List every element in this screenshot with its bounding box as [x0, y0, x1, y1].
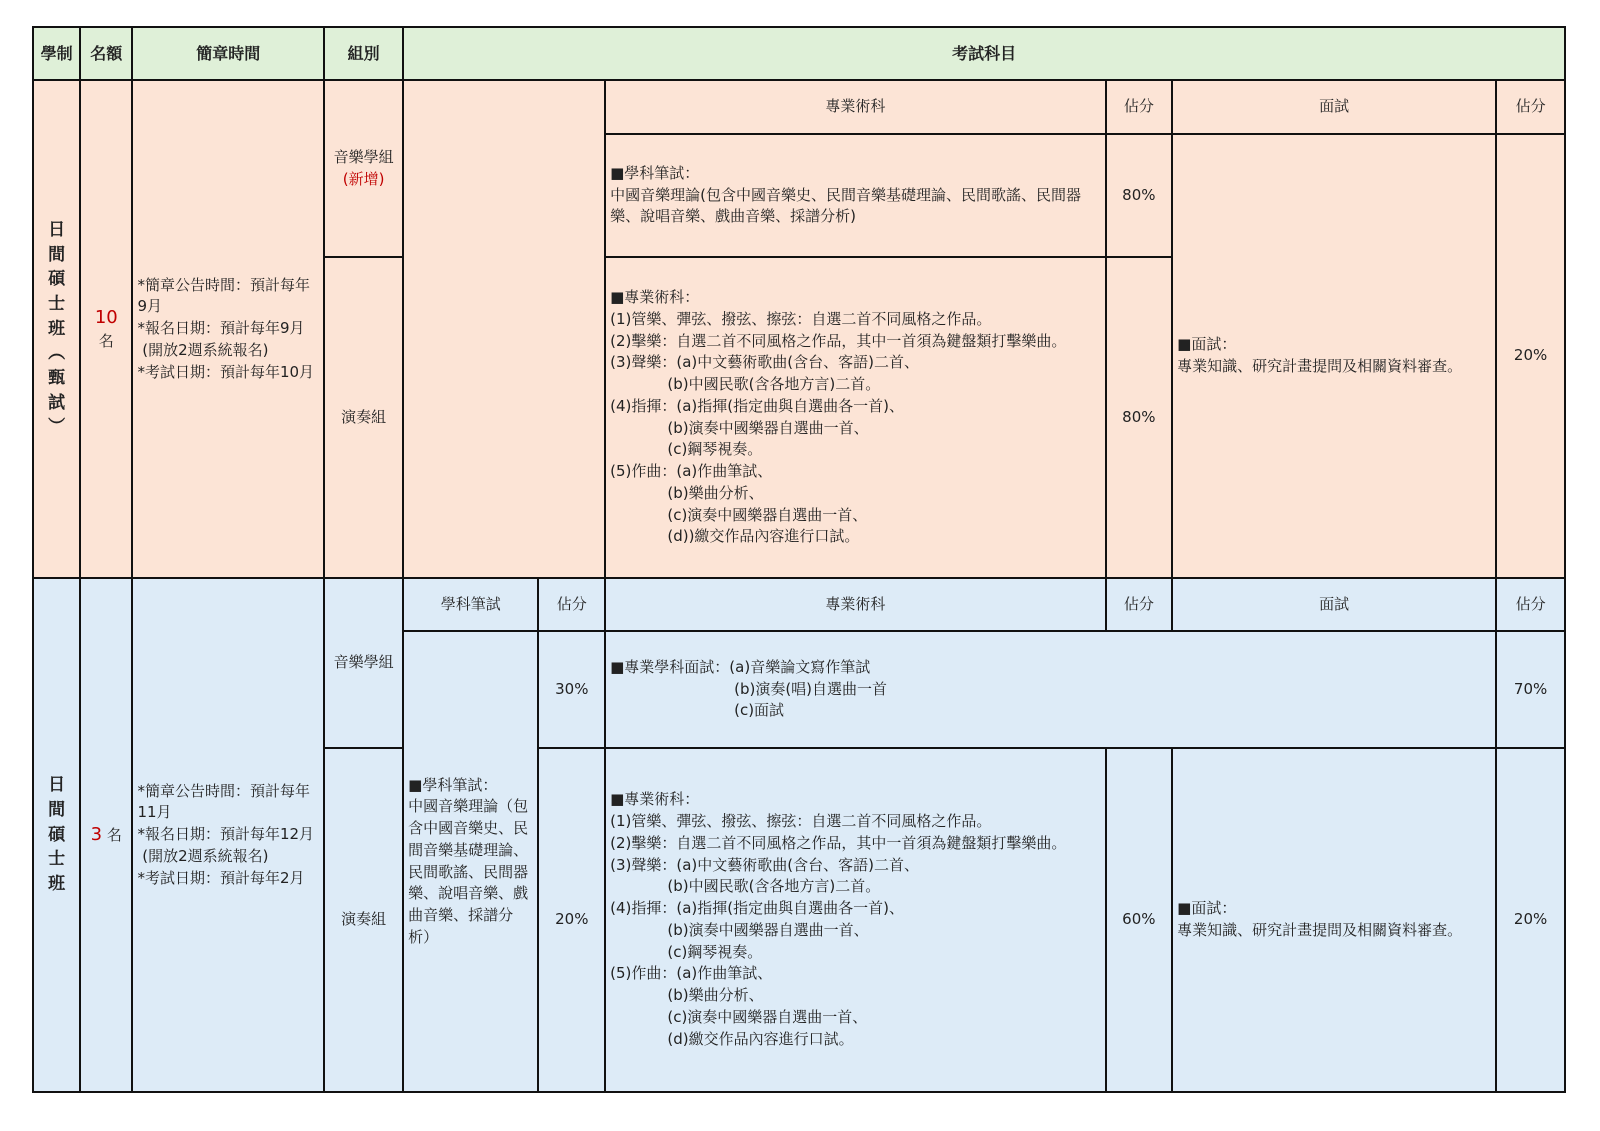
section2-quota-number: 3: [90, 823, 103, 845]
section1-quota-number: 10: [94, 307, 118, 329]
section1-music-score: 80%: [1106, 134, 1173, 258]
section2-schedule: *簡章公告時間：預計每年11月 *報名日期：預計每年12月 (開放2週系統報名) *考試日期：預計每年2月: [132, 578, 324, 1092]
section1-quota: [80, 80, 132, 578]
section2-music-score: 70%: [1496, 631, 1565, 748]
section2-subheader-row: [33, 578, 1565, 631]
section2-perf-written-score: 20%: [538, 748, 605, 1092]
section2-col-interview: 面試: [1172, 578, 1496, 631]
section1-col-score2: 佔分: [1496, 80, 1565, 133]
section1-group-music-name: 音樂學組: [333, 148, 394, 167]
section2-col-written: 學科筆試: [403, 578, 538, 631]
section1-group-perf: 演奏組: [324, 257, 403, 578]
section1-col-score: 佔分: [1106, 80, 1173, 133]
section2-interview-content: ■面試： 專業知識、研究計畫提問及相關資料審查。: [1172, 748, 1496, 1092]
header-schedule: 簡章時間: [132, 27, 324, 80]
section2-col-prof: 專業術科: [605, 578, 1105, 631]
section2-perf-content: ■專業術科： (1)管樂、彈弦、撥弦、擦弦：自選二首不同風格之作品。 (2)擊樂：自選二首不同風格之作品，其中一首須為鍵盤類打擊樂曲。 (3)聲樂：(a)中文藝術歌曲(含台、客語)二首、 (b)中國民歌(含各地方言)二首。 (4)指揮：(a)指揮(指定曲與自選曲各一首)、 (b)演奏中國樂器自選曲一首、 (c)鋼琴視奏。 (5)作曲：(a)作曲筆試、 (b)樂曲分析、 (c)演奏中國樂器自選曲一首、 (d)繳交作品內容進行口試。: [605, 748, 1105, 1092]
section1-col-interview: 面試: [1172, 80, 1496, 133]
section2-group-perf: 演奏組: [324, 748, 403, 1092]
section1-col-prof: 專業術科: [605, 80, 1105, 133]
section1-system: 日 間 碩 士 班 ︵ 甄 試 ︶: [33, 80, 80, 578]
section2-interview-score: 20%: [1496, 748, 1565, 1092]
section2-system: 日 間 碩 士 班: [33, 578, 80, 1092]
section1-perf-content: ■專業術科： (1)管樂、彈弦、撥弦、擦弦：自選二首不同風格之作品。 (2)擊樂：自選二首不同風格之作品，其中一首須為鍵盤類打擊樂曲。 (3)聲樂：(a)中文藝術歌曲(含台、客語)二首、 (b)中國民歌(含各地方言)二首。 (4)指揮：(a)指揮(指定曲與自選曲各一首)、 (b)演奏中國樂器自選曲一首、 (c)鋼琴視奏。 (5)作曲：(a)作曲筆試、 (b)樂曲分析、 (c)演奏中國樂器自選曲一首、 (d))繳交作品內容進行口試。: [605, 257, 1105, 578]
section1-schedule: *簡章公告時間：預計每年9月 *報名日期：預計每年9月 (開放2週系統報名) *考試日期：預計每年10月: [132, 80, 324, 578]
header-system: 學制: [33, 27, 80, 80]
section2-quota: [80, 578, 132, 1092]
header-row: [33, 27, 1565, 80]
section2-perf-score: 60%: [1106, 748, 1173, 1092]
section1-group-music-new: (新增): [342, 169, 385, 188]
section2-group-music: 音樂學組: [324, 578, 403, 748]
header-subjects: 考試科目: [403, 27, 1565, 80]
section1-group-music: [324, 80, 403, 257]
section1-perf-score: 80%: [1106, 257, 1173, 578]
section1-interview-content: ■面試： 專業知識、研究計畫提問及相關資料審查。: [1172, 134, 1496, 578]
section2-quota-unit: 名: [106, 825, 122, 844]
section1-empty-cell: [403, 80, 605, 578]
section2-written-content: ■學科筆試： 中國音樂理論（包含中國音樂史、民間音樂基礎理論、民間歌謠、民間器樂、說唱音樂、戲曲音樂、採譜分析）: [403, 631, 538, 1092]
section1-quota-unit: 名: [98, 332, 114, 351]
section2-col-score2: 佔分: [1496, 578, 1565, 631]
section1-music-content: ■學科筆試： 中國音樂理論(包含中國音樂史、民間音樂基礎理論、民間歌謠、民間器樂、說唱音樂、戲曲音樂、採譜分析): [605, 134, 1105, 258]
section1-interview-score: 20%: [1496, 134, 1565, 578]
section2-col-score: 佔分: [1106, 578, 1173, 631]
section1-subheader-row: [33, 80, 1565, 133]
section2-col-score-w: 佔分: [538, 578, 605, 631]
section2-music-written-score: 30%: [538, 631, 605, 748]
header-quota: 名額: [80, 27, 132, 80]
header-group: 組別: [324, 27, 403, 80]
admission-table: [32, 26, 1566, 1093]
section2-music-content: ■專業學科面試：(a)音樂論文寫作筆試 (b)演奏(唱)自選曲一首 (c)面試: [605, 631, 1496, 748]
